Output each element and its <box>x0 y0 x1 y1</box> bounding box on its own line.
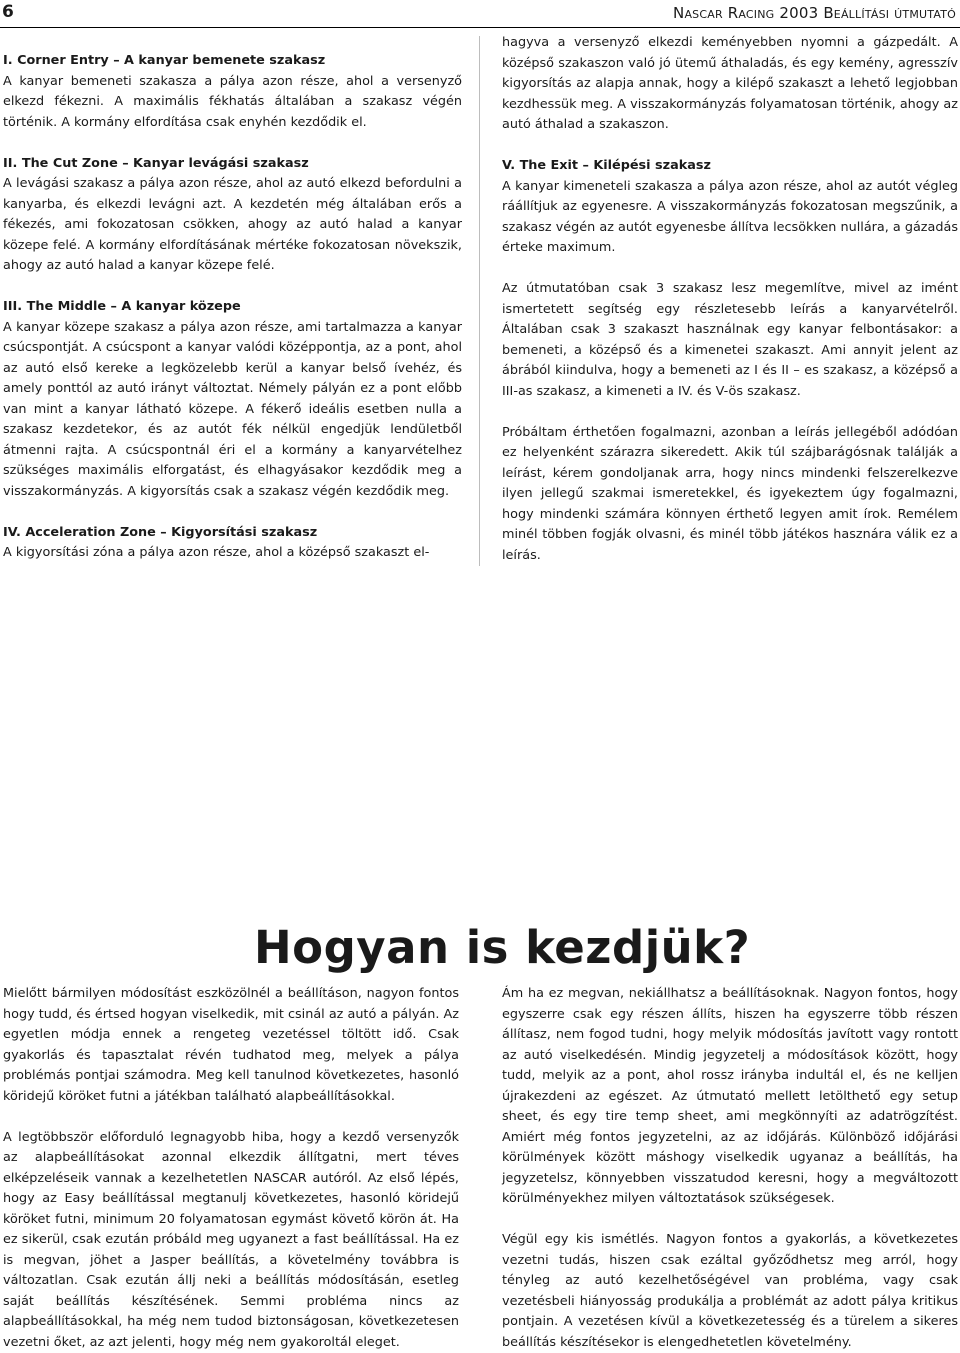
running-title: Nascar Racing 2003 Beállítási útmutató <box>673 4 956 22</box>
section-text-middle: A kanyar közepe szakasz a pálya azon része, ami tartalmazza a kanyar csúcspontját. A csúcspont a kanyar valódi középpontja, az a pont, ahol az autó első kereke a legközelebb kerül a kanyar belső ívehéz, és amely ponttól az autó irányt változtat. Némely pályán ez a pont előbb van mint a kanyar látható közepe. A fékerő ideális esetben nulla a szakasz kezdetekor, és az autót fék nélkül engedjük lendületből átmenni rajta. A csúcspontnál éri el a kormány a kanyarvételhez szükséges maximális elforgatást, és elhagyásakor kezdődik meg a visszakormányzás. A kigyorsítás csak a szakasz végén kezdődik meg. <box>3 319 462 499</box>
section-text-acceleration-zone-part1: A kigyorsítási zóna a pálya azon része, ahol a középső szakaszt el- <box>3 545 430 560</box>
header-rule <box>0 27 960 28</box>
getting-started-title: Hogyan is kezdjük? <box>254 921 751 974</box>
section-heading-acceleration-zone: IV. Acceleration Zone – Kigyorsítási szakasz <box>3 524 318 540</box>
section-text-cut-zone: A levágási szakasz a pálya azon része, ahol az autó elkezd befordulni a kanyarba, és elkezdi levágni azt. A kezdetén még általában erős a fékezés, ami fokozatosan csökken, ahogy az autó halad a kanyar közepe felé. A kormány elfordításának mértéke fokozatosan növekszik, ahogy az autó halad a kanyar közepe felé. <box>3 176 462 273</box>
section-text-corner-entry: A kanyar bemeneti szakasza a pálya azon része, ahol a versenyző elkezd fékezni. A maximális fékhatás általában a szakasz végén történik. A kormány elfordítása csak enyhén kezdődik el. <box>3 73 462 130</box>
section-text-exit: A kanyar kimeneteli szakasza a pálya azon része, ahol az autót végleg ráállítjuk az egyenesre. A visszakormányzás fokozatosan megszűnik, a szakasz végén az autót egyenesbe állítva lecsökken nullára, a gázadás érteke maximum. <box>502 178 958 255</box>
left-column-bottom <box>3 984 459 1353</box>
right-column-top <box>502 33 958 566</box>
page-number: 6 <box>2 2 14 22</box>
getting-started-right-paragraph-1: Ám ha ez megvan, nekiállhatsz a beállításoknak. Nagyon fontos, hogy egyszerre csak egy részen állíts, hiszen ha egyszerre több részen állítasz, nem fogod tudni, hogy melyik módosítás javított vagy rontott az autó viselkedésén. Mindig jegyzetelj a módosítások között, hogy tudd, melyik az a pont, ahol rossz irányba indultál el, és ne kelljen újrakezdeni az egészet. Az útmutató mellett letölthető egy setup sheet, és egy tire temp sheet, ami megkönnyíti az adatrögzítést. Amiért még fontos jegyzetelni, az az időjárás. Különböző időjárási körülmények között máshogy viselkedik ugyanaz a beállítás, ha jegyzetelsz, könnyebben visszatudod keresni, hogy a megváltozott körülményekhez milyen változtatások szükségesek. <box>502 986 958 1206</box>
column-divider <box>479 36 480 566</box>
right-column-bottom <box>502 984 958 1353</box>
summary-paragraph-1: Az útmutatóban csak 3 szakasz lesz megemlítve, mivel az imént ismertetett segítség egy részletesebb leírás a kanyarvételről. Általában csak 3 szakaszt használnak egy kanyar felbontásakor: a bemeneti, a középső és a kimenetei szakaszt. Ami annyit jelent az ábrából kiindulva, hogy a bemeneti az I és II – es szakasz, a középső a III-as szakasz, a kimeneti a IV. és V-ös szakasz. <box>502 281 958 399</box>
getting-started-left-paragraph-1: Mielőtt bármilyen módosítást eszközölnél a beállításon, nagyon fontos hogy tudd, és értsed hogyan viselkedik, mit csinál az autó a pályán. Az egyetlen módja ennek a rengeteg vezetéssel töltött idő. Csak gyakorlás és tapasztalat révén tudhatod meg, melyek a pálya problémás pontjai számodra. Meg kell tanulnod következetes, hasonló köridejű köröket futni a játékban található alapbeállításokkal. <box>3 986 459 1104</box>
left-column-top <box>3 51 462 564</box>
section-heading-middle: III. The Middle – A kanyar közepe <box>3 299 241 314</box>
section-heading-cut-zone: II. The Cut Zone – Kanyar levágási szakasz <box>3 155 309 171</box>
summary-paragraph-2: Próbáltam érthetően fogalmazni, azonban a leírás jellegéből adódóan ez helyenként szárazra sikeredett. Akik túl szájbarágósnak találják a leírást, kérem gondoljanak arra, hogy nincs mindenki felszerelkezve ilyen jellegű szakmai ismeretekkel, és igyekeztem úgy fogalmazni, hogy mindenki számára könnyen érthető legyen amit írok. Remélem minél többen fogják olvasni, és minél több játékos hasznára válik ez a leírás. <box>502 424 958 563</box>
getting-started-right-paragraph-2: Végül egy kis ismétlés. Nagyon fontos a gyakorlás, a következetes vezetni tudás, hiszen csak ezáltal győződhetsz meg arról, hogy tényleg az autó kezelhetőségével van probléma, vagy csak vezetésbeli hiányosság produkálja a problémát az adott pálya kritikus pontjain. A vezetésen kívül a következetesség és a türelem a sikeres beállítás készítésekor is elengedhetetlen követelmény. <box>502 1232 958 1350</box>
section-heading-corner-entry: I. Corner Entry – A kanyar bemenete szakasz <box>3 53 326 68</box>
getting-started-left-paragraph-2: A legtöbbször előforduló legnagyobb hiba, hogy a kezdő versenyzők az alapbeállításokat azonnal elkezdik állítgatni, mert téves elképzeléseik vannak a kezelhetetlen NASCAR autóról. Az első lépés, hogy az Easy beállítással megtanulj következetes, hasonló köridejű köröket futni, minimum 20 folyamatosan egymást követő körön át. Ha ez sikerül, csak ezután próbáld meg ugyanezt a fast beállítással. Ha ez is megvan, jöhet a Jasper beállítás, a követelmény továbbra is változatlan. Csak ezután állj neki a beállítás módosításán, esetleg saját beállítás készítésének. Semmi probléma nincs az alapbeállításokkal, ha még nem tudod biztonságosan, következetesen vezetni őket, az azt jelenti, hogy még nem gyakoroltál eleget. <box>3 1129 459 1350</box>
section-text-acceleration-zone-part2: hagyva a versenyző elkezdi keményebben nyomni a gázpedált. A középső szakaszon való jó ütemű áthaladás, és egy kemény, agresszív kigyorsítás az alapja annak, hogy a kilépő szakaszt a lehető legjobban kezdhessük meg. A visszakormányzás folyamatosan történik, ahogy az autó áthalad a szakaszon. <box>502 35 958 132</box>
section-heading-exit: V. The Exit – Kilépési szakasz <box>502 158 711 173</box>
